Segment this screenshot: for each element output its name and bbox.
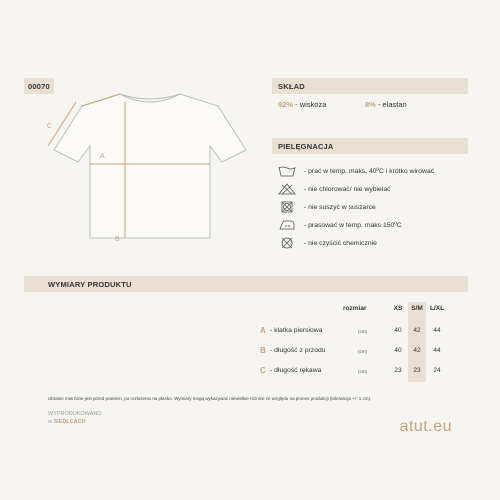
cell-a-xs: 40 <box>394 327 402 334</box>
tshirt-diagram <box>40 88 260 248</box>
no-dry-clean-icon <box>278 237 296 249</box>
care-item: - prasować w temp. maks 150ºC <box>278 218 402 232</box>
no-bleach-icon <box>278 183 296 195</box>
wash-40-icon <box>278 165 296 177</box>
cell-a-sm: 42 <box>413 327 421 334</box>
care-item: - nie czyścić chemicznie <box>278 236 377 250</box>
size-header: rozmiar <box>343 305 367 312</box>
row-label-c: - długość rękawa <box>270 367 322 374</box>
row-label-a: - klatka piersiowa <box>270 327 323 334</box>
measurement-footnote: Ubranie mierzone jest przed praniem, po rozłożeniu na płasko. Wymiary mogą wykazywać niewielkie różnice ze względu na proces produkcji (tolerancja +/- 1 cm). <box>48 396 372 401</box>
cell-c-sm: 23 <box>413 367 421 374</box>
cell-b-lxl: 44 <box>433 347 441 354</box>
brand-logo[interactable]: atut.eu <box>399 418 452 435</box>
composition-title: SKŁAD <box>278 82 305 91</box>
row-letter-a: A <box>260 326 266 335</box>
care-item: - nie suszyć w suszarce <box>278 200 376 214</box>
composition-item: 92% - wiskoza <box>278 100 327 109</box>
iron-150-icon <box>278 219 296 231</box>
row-label-b: - długość z przodu <box>270 347 326 354</box>
care-item: - nie chlorować/ nie wybielać <box>278 182 391 196</box>
size-xs: XS <box>393 305 403 312</box>
made-in-label: WYPRODUKOWANO w SIEDLCACH <box>48 411 102 425</box>
product-code: 00070 <box>28 82 50 91</box>
size-lxl: L/XL <box>429 305 445 312</box>
dimensions-title: WYMIARY PRODUKTU <box>48 280 132 289</box>
no-tumble-dry-icon <box>278 201 296 213</box>
row-unit-a: (cm) <box>358 329 367 334</box>
cell-c-lxl: 24 <box>433 367 441 374</box>
row-letter-c: C <box>260 366 266 375</box>
diagram-label-c: C <box>47 123 53 130</box>
row-unit-c: (cm) <box>358 369 367 374</box>
tshirt-outline <box>54 94 246 238</box>
cell-c-xs: 23 <box>394 367 402 374</box>
cell-a-lxl: 44 <box>433 327 441 334</box>
row-letter-b: B <box>260 346 266 355</box>
diagram-label-b: B <box>115 236 120 243</box>
diagram-label-a: A <box>100 153 105 160</box>
row-unit-b: (cm) <box>358 349 367 354</box>
composition-item: 8% - elastan <box>365 100 407 109</box>
care-item: - prać w temp. maks. 40ºC i krótko wirować <box>278 164 434 178</box>
care-title: PIELĘGNACJA <box>278 142 334 151</box>
cell-b-xs: 40 <box>394 347 402 354</box>
size-sm: S/M <box>411 305 423 312</box>
cell-b-sm: 42 <box>413 347 421 354</box>
